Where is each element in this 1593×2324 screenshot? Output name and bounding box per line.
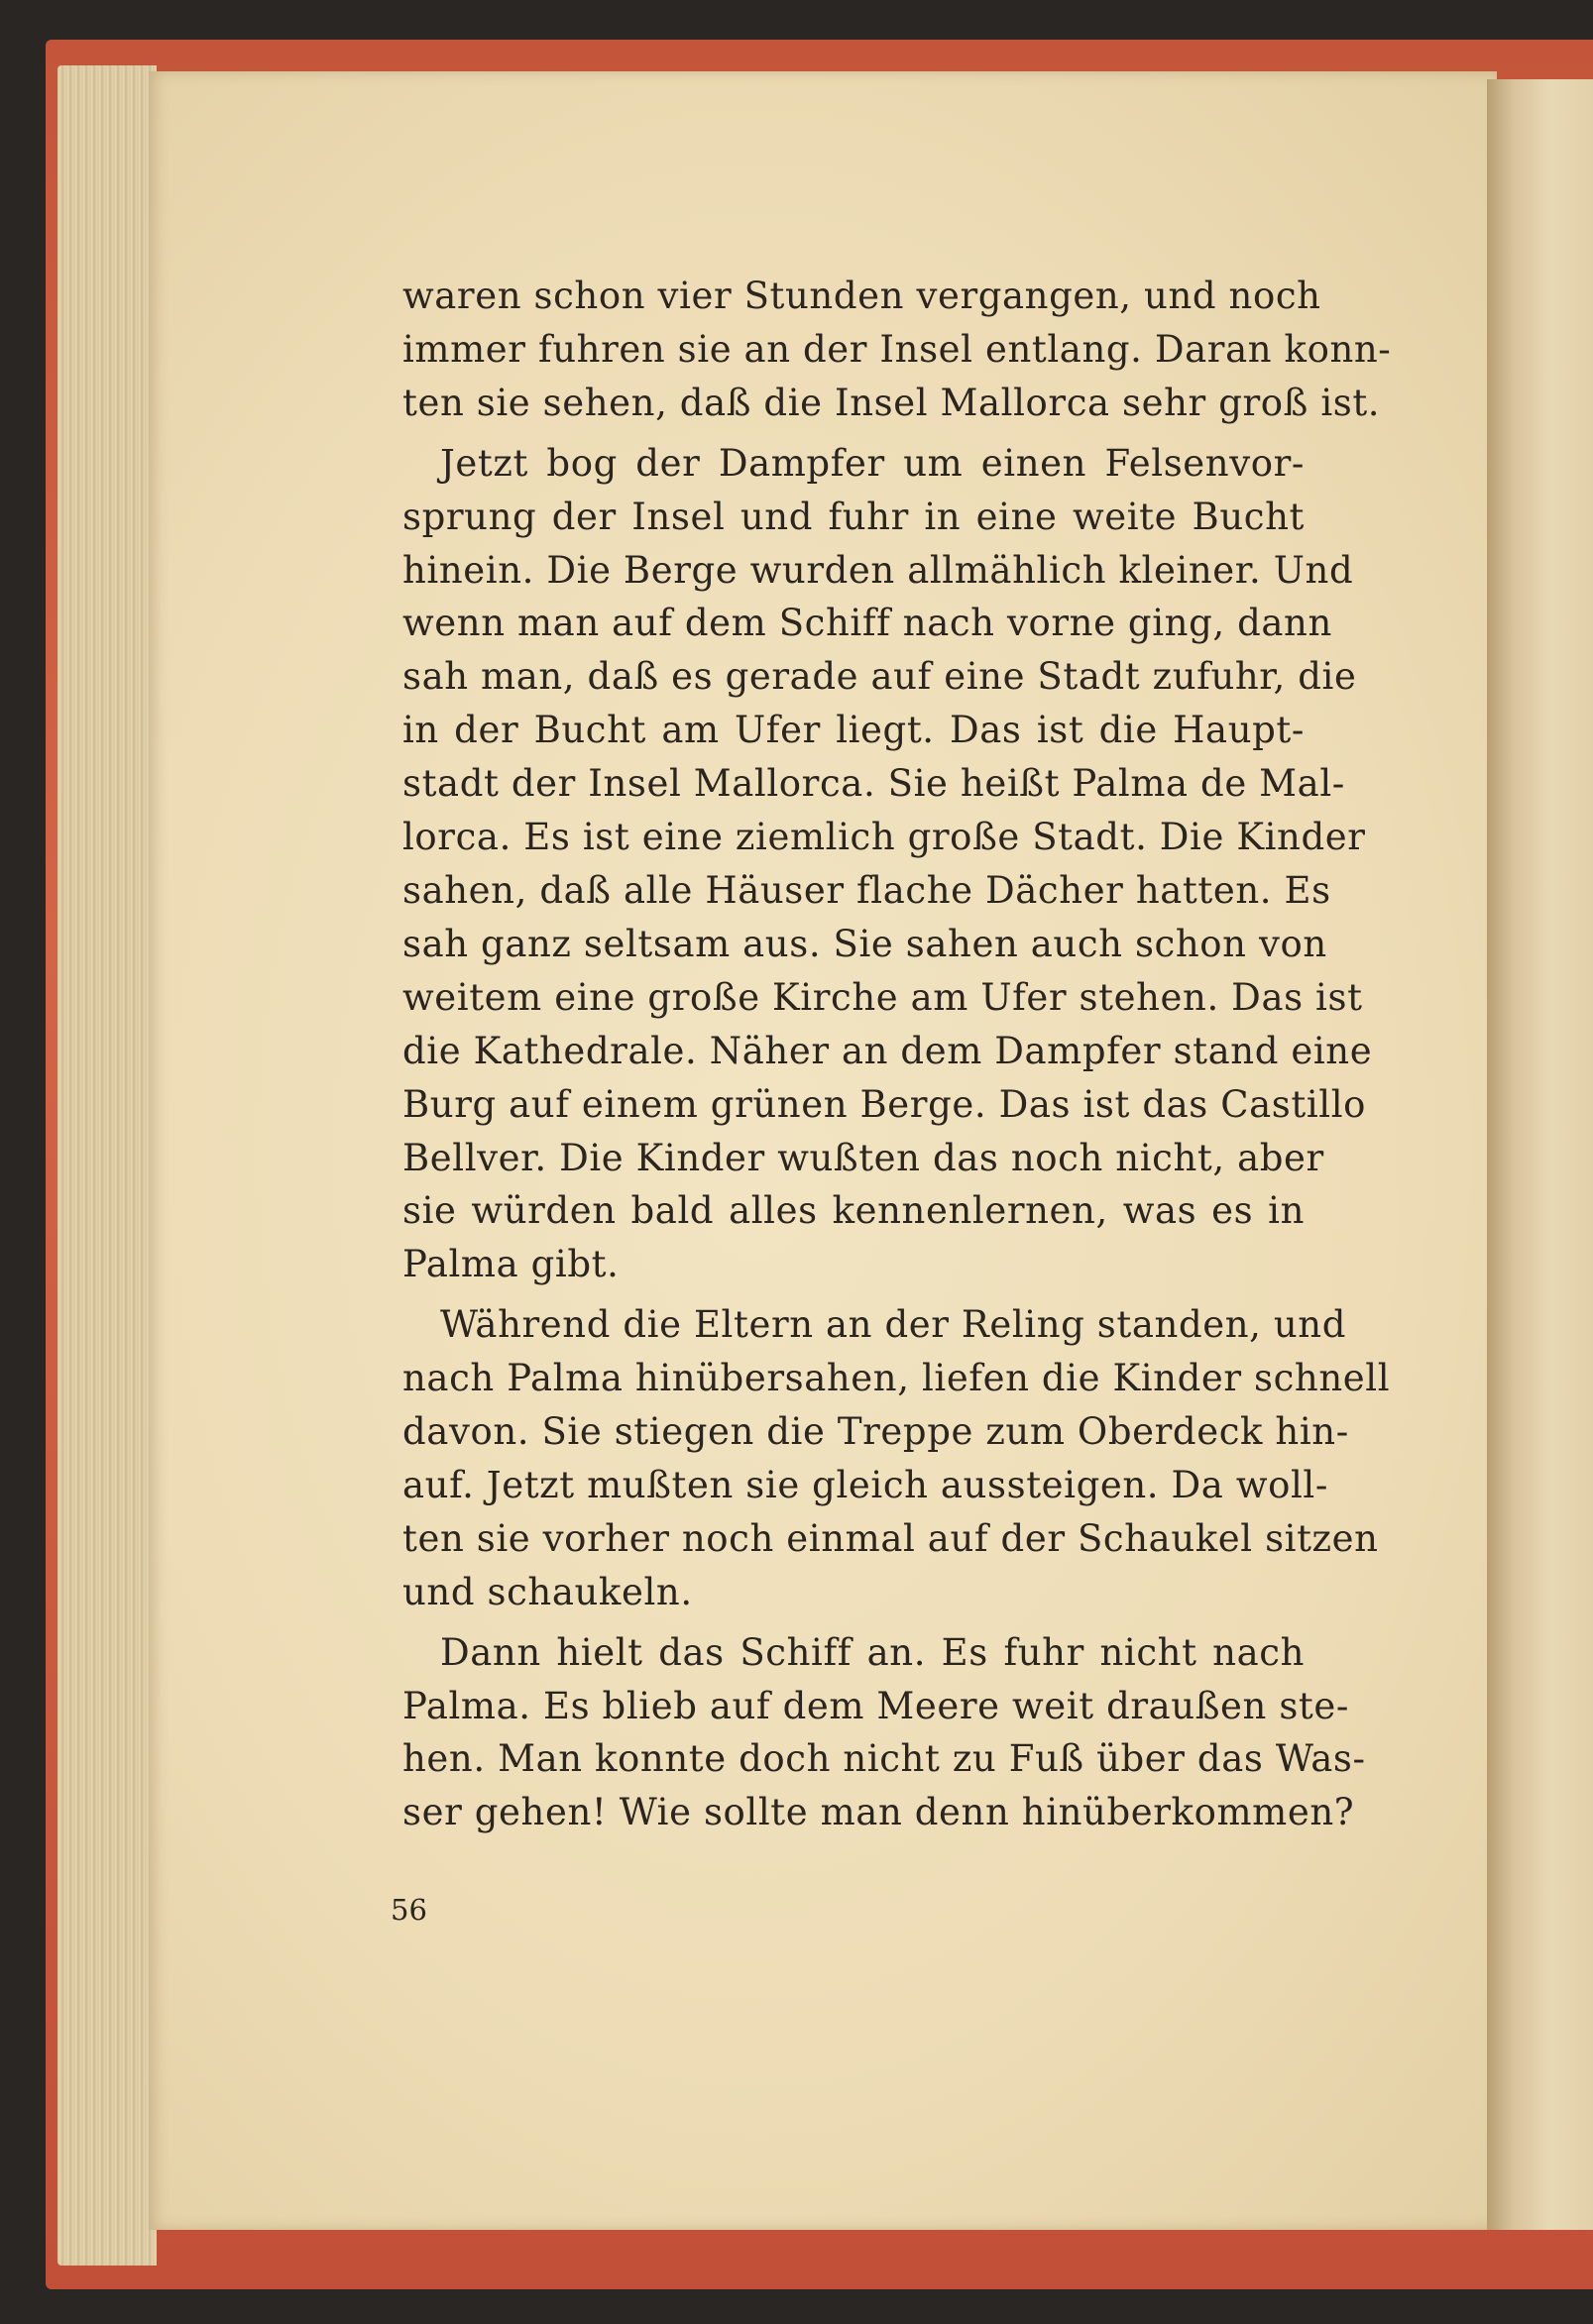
text-line: hen. Man konnte doch nicht zu Fuß über das Was- [402,1737,1366,1781]
text-line: nach Palma hinübersahen, liefen die Kinder schnell [402,1357,1391,1400]
text-line: stadt der Insel Mallorca. Sie heißt Palma de Mal- [402,762,1345,806]
text-line: Dann hielt das Schiff an. Es fuhr nicht nach [440,1630,1305,1674]
text-line: sprung der Insel und fuhr in eine weite Bucht [402,495,1305,538]
text-line: weitem eine große Kirche am Ufer stehen. Das ist [402,975,1363,1019]
text-line: waren schon vier Stunden vergangen, und noch [402,275,1321,317]
text-line: sie würden bald alles kennenlernen, was es in [402,1189,1305,1233]
text-line: lorca. Es ist eine ziemlich große Stadt. Die Kinder [402,816,1366,859]
paragraph [402,1298,1391,1618]
text-line: sah man, daß es gerade auf eine Stadt zufuhr, die [402,655,1357,699]
text-line: sahen, daß alle Häuser flache Dächer hatten. Es [402,868,1331,912]
text-line: hinein. Die Berge wurden allmählich kleiner. Und [402,548,1354,592]
text-line: immer fuhren sie an der Insel entlang. Daran konn- [402,327,1392,371]
page-number: 56 [391,1893,427,1927]
text-line: auf. Jetzt mußten sie gleich aussteigen. Da woll- [402,1463,1328,1506]
text-line: und schaukeln. [402,1570,693,1613]
text-line: ten sie vorher noch einmal auf der Schaukel sitzen [402,1516,1379,1560]
text-line: in der Bucht am Ufer liegt. Das ist die Haupt- [402,709,1305,752]
paragraph [402,437,1373,1292]
text-line: Während die Eltern an der Reling standen, und [440,1303,1347,1347]
text-line: ten sie sehen, daß die Insel Mallorca sehr groß ist. [402,381,1381,424]
text-line: Bellver. Die Kinder wußten das noch nicht, aber [402,1136,1324,1179]
text-line: ser gehen! Wie sollte man denn hinüberkommen? [402,1791,1355,1834]
text-line: Jetzt bog der Dampfer um einen Felsenvor- [440,441,1305,485]
page-edges [57,65,157,2266]
text-line: Burg auf einem grünen Berge. Das ist das Castillo [402,1082,1367,1126]
text-line: sah ganz seltsam aus. Sie sahen auch schon von [402,922,1327,965]
text-line: davon. Sie stiegen die Treppe zum Oberdeck hin- [402,1410,1349,1454]
text-line: wenn man auf dem Schiff nach vorne ging, dann [402,602,1332,645]
page-text [402,270,1392,1846]
text-line: die Kathedrale. Näher an dem Dampfer stand eine [402,1029,1373,1072]
text-line: Palma. Es blieb auf dem Meere weit draußen ste- [402,1684,1349,1727]
paragraph [402,270,1392,430]
facing-page-edge [1487,79,1593,2230]
paragraph [402,1626,1366,1840]
text-line: Palma gibt. [402,1243,620,1286]
